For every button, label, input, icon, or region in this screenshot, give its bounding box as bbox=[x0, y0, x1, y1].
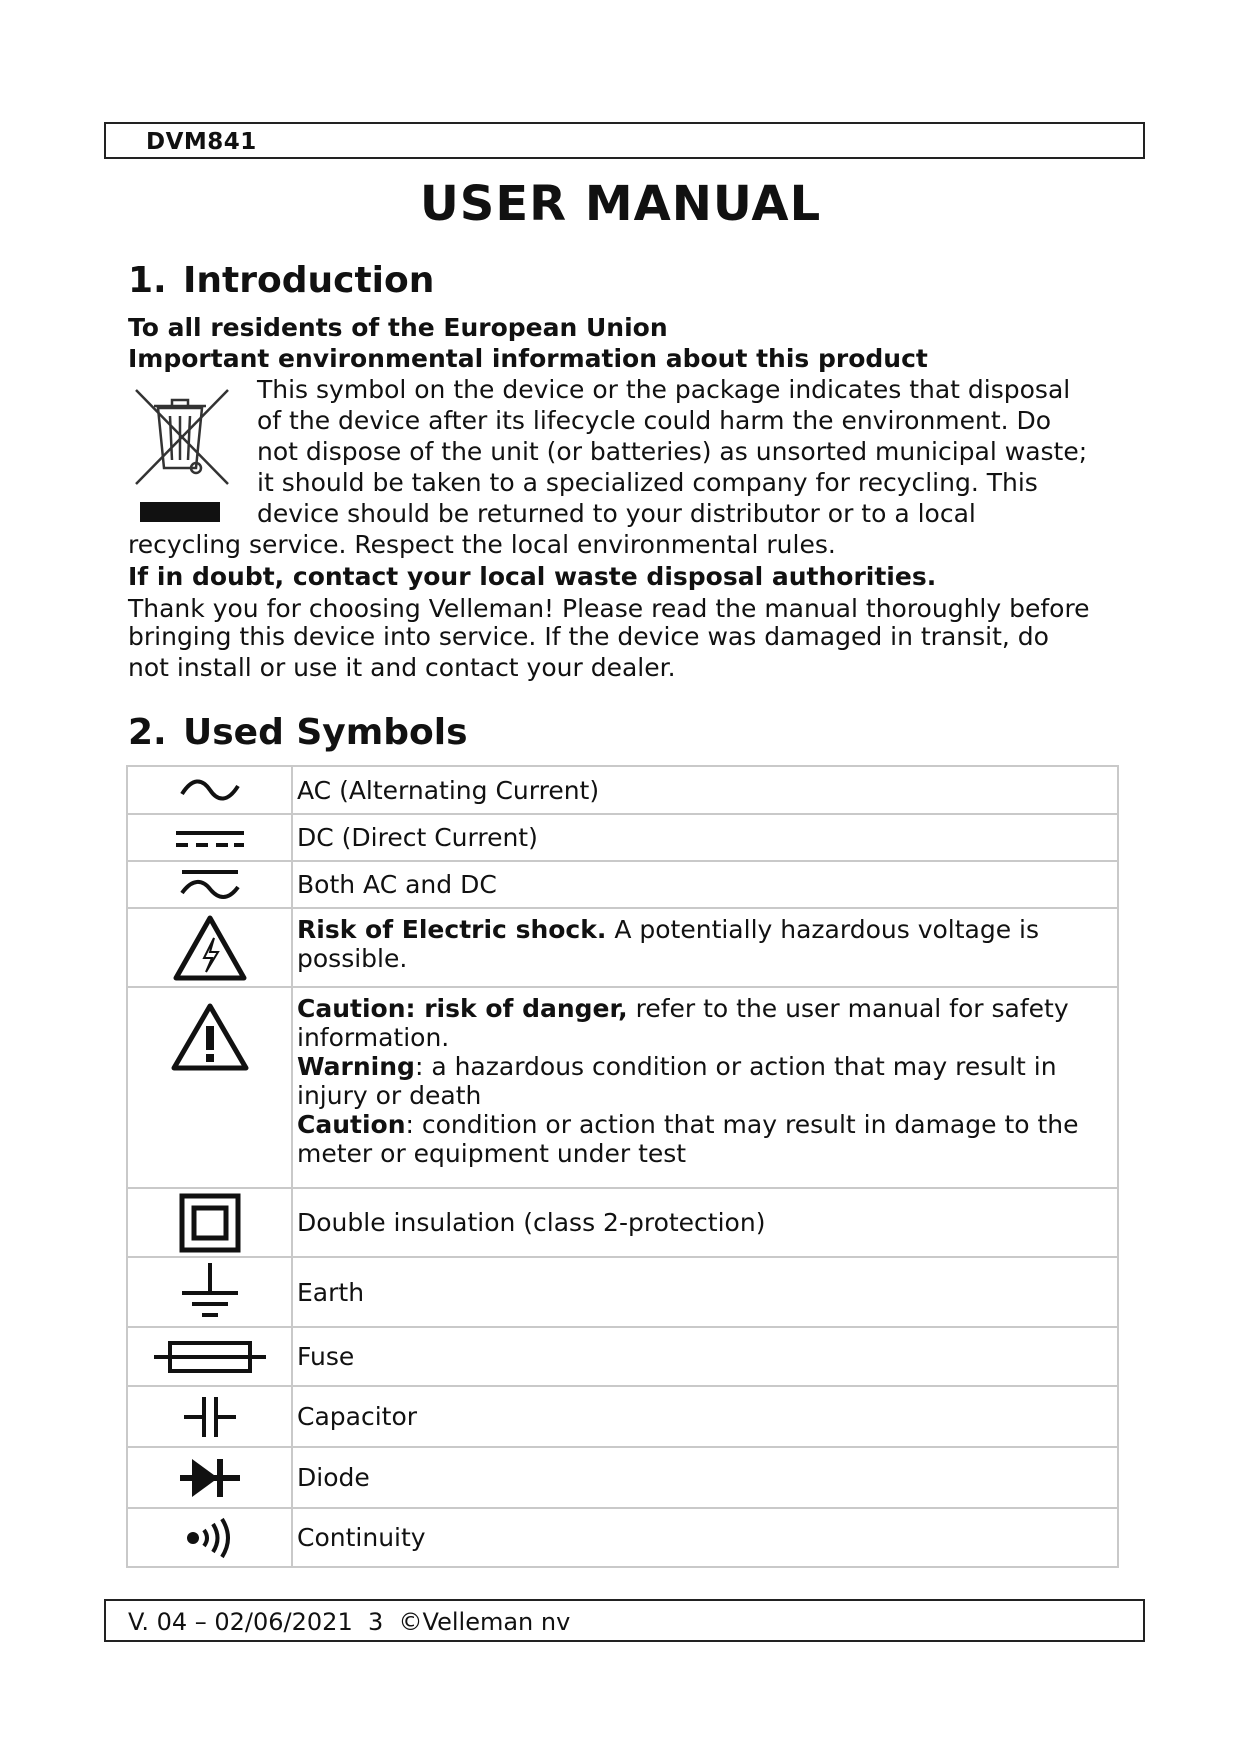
fuse-icon bbox=[152, 1337, 268, 1377]
symbol-description: Diode bbox=[297, 1463, 370, 1492]
symbol-row-continuity bbox=[128, 1507, 1117, 1566]
symbol-icon-cell bbox=[128, 909, 293, 986]
footer-box bbox=[104, 1599, 1145, 1642]
symbol-icon-cell bbox=[128, 767, 293, 813]
symbol-row-fuse bbox=[128, 1326, 1117, 1385]
section-title: Introduction bbox=[183, 260, 435, 301]
weee-text-line: it should be taken to a specialized company for recycling. This bbox=[257, 468, 1038, 497]
environmental-info-line: Important environmental information about this product bbox=[128, 344, 928, 373]
ac-dc-icon bbox=[178, 867, 242, 903]
capacitor-icon bbox=[182, 1393, 238, 1441]
symbol-row-caution bbox=[128, 986, 1117, 1187]
symbol-icon-cell bbox=[128, 988, 293, 1187]
symbol-description-rest: A potentially hazardous voltage is possible. bbox=[297, 915, 1040, 973]
thanks-text-line: not install or use it and contact your dealer. bbox=[128, 653, 676, 682]
caution-bold: Caution: risk of danger, bbox=[297, 994, 628, 1023]
symbol-icon-cell bbox=[128, 815, 293, 860]
section-title: Used Symbols bbox=[183, 712, 468, 753]
thanks-text-line: Thank you for choosing Velleman! Please read the manual thoroughly before bbox=[128, 594, 1090, 623]
weee-text-line: This symbol on the device or the package indicates that disposal bbox=[257, 375, 1071, 404]
symbol-row-ac-dc bbox=[128, 860, 1117, 907]
symbol-description: Double insulation (class 2-protection) bbox=[297, 1208, 766, 1237]
page-number: 3 bbox=[367, 1608, 384, 1636]
symbol-row-diode bbox=[128, 1446, 1117, 1507]
symbol-row-dc bbox=[128, 813, 1117, 860]
caution-equipment-bold: Caution bbox=[297, 1110, 406, 1139]
symbol-description: DC (Direct Current) bbox=[297, 823, 538, 852]
copyright: ©Velleman nv bbox=[398, 1608, 571, 1636]
symbol-row-double-insulation bbox=[128, 1187, 1117, 1256]
symbol-description: Fuse bbox=[297, 1342, 355, 1371]
symbol-row-capacitor bbox=[128, 1385, 1117, 1446]
weee-text-line: of the device after its lifecycle could harm the environment. Do bbox=[257, 406, 1052, 435]
weee-text-line: device should be returned to your distributor or to a local bbox=[257, 499, 976, 528]
symbol-icon-cell bbox=[128, 1328, 293, 1385]
warning-paragraph bbox=[297, 1052, 1109, 1110]
weee-text-line: not dispose of the unit (or batteries) as unsorted municipal waste; bbox=[257, 437, 1088, 466]
symbol-description: Both AC and DC bbox=[297, 870, 497, 899]
dc-icon bbox=[174, 825, 246, 851]
section-number: 2. bbox=[128, 712, 167, 753]
symbol-row-electric-shock bbox=[128, 907, 1117, 986]
double-insulation-icon bbox=[179, 1193, 241, 1253]
symbol-description: Capacitor bbox=[297, 1402, 418, 1431]
section-number: 1. bbox=[128, 260, 167, 301]
thanks-text-line: bringing this device into service. If the device was damaged in transit, do bbox=[128, 622, 1049, 651]
footer-text bbox=[128, 1608, 570, 1636]
symbol-icon-cell bbox=[128, 1448, 293, 1507]
symbol-description: Continuity bbox=[297, 1523, 426, 1552]
symbol-row-ac bbox=[128, 767, 1117, 813]
caution-text: refer to the user manual for safety information. bbox=[297, 994, 1069, 1052]
doubt-contact-line: If in doubt, contact your local waste disposal authorities. bbox=[128, 562, 937, 591]
symbol-description: Earth bbox=[297, 1277, 365, 1307]
version-date: V. 04 – 02/06/2021 bbox=[128, 1608, 353, 1636]
header-box bbox=[104, 122, 1145, 159]
section-heading-introduction bbox=[128, 260, 434, 301]
symbol-description bbox=[297, 915, 1109, 973]
symbol-icon-cell bbox=[128, 1509, 293, 1566]
continuity-icon bbox=[184, 1516, 236, 1560]
warning-text: : a hazardous condition or action that may result in injury or death bbox=[297, 1052, 1057, 1110]
caution-equipment-text: : condition or action that may result in damage to the meter or equipment under test bbox=[297, 1110, 1079, 1168]
symbols-table bbox=[126, 765, 1119, 1568]
symbol-description: AC (Alternating Current) bbox=[297, 775, 600, 805]
symbol-icon-cell bbox=[128, 862, 293, 907]
caution-paragraph bbox=[297, 994, 1109, 1052]
crossed-out-wheelie-bin-icon bbox=[128, 384, 233, 529]
symbol-icon-cell bbox=[128, 1189, 293, 1256]
caution-icon bbox=[170, 1002, 250, 1072]
warning-bold: Warning bbox=[297, 1052, 415, 1081]
symbol-icon-cell bbox=[128, 1387, 293, 1446]
ac-icon bbox=[178, 776, 242, 804]
eu-residents-line: To all residents of the European Union bbox=[128, 313, 668, 342]
caution-equipment-paragraph bbox=[297, 1110, 1109, 1168]
page-title: USER MANUAL bbox=[419, 176, 822, 232]
diode-icon bbox=[178, 1455, 242, 1501]
electric-shock-warning-icon bbox=[172, 914, 248, 982]
weee-text-tail: recycling service. Respect the local environmental rules. bbox=[128, 530, 836, 559]
symbol-row-earth bbox=[128, 1256, 1117, 1326]
symbol-description-bold: Risk of Electric shock. bbox=[297, 915, 607, 944]
symbol-description bbox=[297, 994, 1109, 1168]
model-code: DVM841 bbox=[146, 129, 257, 155]
symbol-icon-cell bbox=[128, 1258, 293, 1326]
section-heading-used-symbols bbox=[128, 712, 468, 753]
earth-icon bbox=[178, 1261, 242, 1323]
